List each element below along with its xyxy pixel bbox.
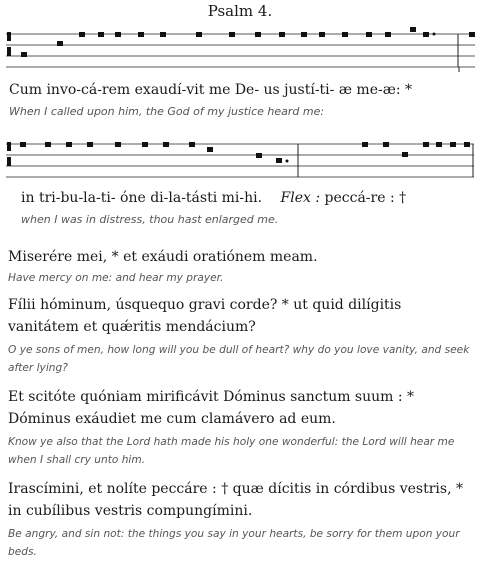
neume — [342, 32, 348, 37]
neume — [436, 142, 442, 147]
neume — [450, 142, 456, 147]
neume — [79, 32, 85, 37]
chant-line-1-english: When I called upon him, the God of my justice heard me: — [9, 105, 325, 118]
neume — [115, 142, 121, 147]
neume — [20, 142, 26, 147]
neume — [160, 32, 166, 37]
neume — [276, 158, 282, 163]
neume — [402, 152, 408, 157]
neume — [21, 52, 27, 57]
neume — [163, 142, 169, 147]
chant-line-2-latin — [21, 190, 406, 206]
neume — [383, 142, 389, 147]
neume — [196, 32, 202, 37]
neume — [410, 27, 416, 32]
neume — [362, 142, 368, 147]
do-clef-icon — [7, 142, 11, 166]
neume — [366, 32, 372, 37]
verse-3-latin: Et scitóte quóniam mirificávit Dóminus sanctum suum : * Dóminus exáudiet me cum clamávero ad eum. — [8, 389, 415, 427]
mora-dot — [286, 160, 289, 163]
chant-line-2-english: when I was in distress, thou hast enlarged me. — [21, 213, 279, 226]
verse-2-latin: Fílii hóminum, úsquequo gravi corde? * ut quid dilígitis vanitátem et quǽritis mendácium? — [8, 297, 402, 335]
neume — [255, 32, 261, 37]
neume — [57, 41, 63, 46]
neume — [301, 32, 307, 37]
verse-1-english: Have mercy on me: and hear my prayer. — [8, 272, 224, 284]
neume — [464, 142, 470, 147]
verse-2-english: O ye sons of men, how long will you be dull of heart? why do you love vanity, and seek after lying? — [8, 344, 470, 374]
chant-line-2-text: in tri-bu-la-ti- óne di-la-tásti mi-hi. — [21, 190, 263, 206]
neume — [98, 32, 104, 37]
neume — [142, 142, 148, 147]
flex-label: Flex : — [280, 190, 321, 206]
verse-3-english: Know ye also that the Lord hath made his holy one wonderful: the Lord will hear me when I shall cry unto him. — [8, 436, 455, 466]
neume — [115, 32, 121, 37]
neume — [279, 32, 285, 37]
neume — [469, 32, 475, 37]
chant-line-1-latin: Cum invo-cá-rem exaudí-vit me De- us justí-ti- æ me-æ: * — [9, 82, 413, 98]
neume — [319, 32, 325, 37]
neume — [189, 142, 195, 147]
neume — [256, 153, 262, 158]
neume — [423, 142, 429, 147]
neume — [423, 32, 429, 37]
neume — [385, 32, 391, 37]
mora-dot — [433, 33, 436, 36]
do-clef-icon — [7, 32, 11, 56]
neume — [229, 32, 235, 37]
neume — [66, 142, 72, 147]
verse-1-latin: Miserére mei, * et exáudi oratiónem meam. — [8, 249, 318, 265]
neume — [45, 142, 51, 147]
verse-4-latin: Irascímini, et nolíte peccáre : † quæ dícitis in córdibus vestris, * in cubílibus vestris compungímini. — [8, 481, 463, 519]
psalm-title: Psalm 4. — [207, 2, 273, 20]
flex-text: peccá-re : † — [324, 190, 407, 206]
neume — [207, 147, 213, 152]
neume — [87, 142, 93, 147]
neume — [138, 32, 144, 37]
chant-staff-2 — [0, 138, 480, 198]
verse-4-english: Be angry, and sin not: the things you say in your hearts, be sorry for them upon your beds. — [8, 528, 460, 558]
